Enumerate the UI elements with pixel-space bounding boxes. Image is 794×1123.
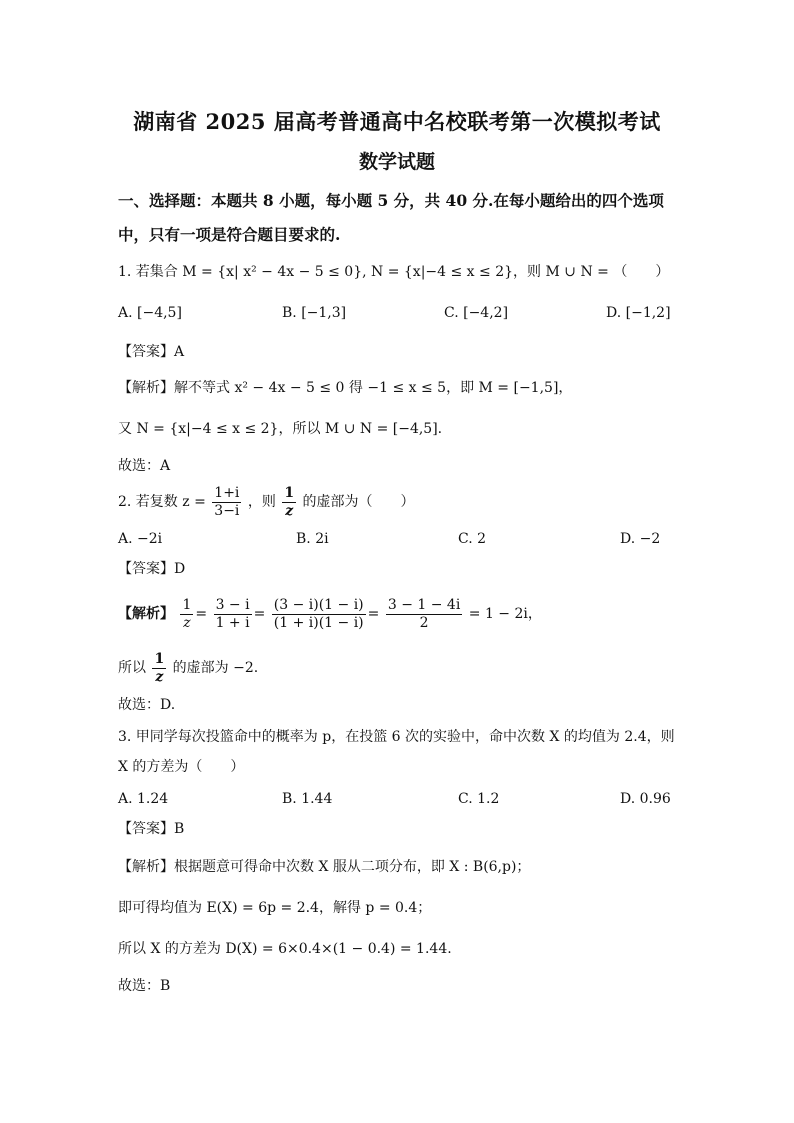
q1-option-a: A. [−4,5]: [118, 305, 182, 321]
page-title: 湖南省 2025 届高考普通高中名校联考第一次模拟考试: [133, 109, 661, 134]
q2-analysis-line2: [118, 648, 258, 688]
q1-option-b: B. [−1,3]: [282, 305, 347, 321]
q2-analysis-frac3: $\frac{(3 - i)(1 - i)}{(1 + i)(1 - i)}$: [273, 596, 364, 631]
q2-option-b: B. 2i: [296, 531, 329, 547]
q3-option-b: B. 1.44: [282, 791, 333, 807]
q2-analysis2-prefix: 所以: [118, 660, 146, 676]
q2-analysis2-suffix: 的虚部为 −2.: [172, 660, 259, 676]
q2-analysis-frac2: $\frac{3 - i}{1 + i}$: [215, 596, 250, 631]
q1-stem: 1. 若集合 M = {x| x² − 4x − 5 ≤ 0}, N = {x|−4 ≤ x ≤ 2}，则 M ∪ N = （ ）: [118, 264, 670, 280]
q3-option-a: A. 1.24: [118, 791, 169, 807]
page-subtitle: 数学试题: [358, 151, 435, 173]
q2-stem-fraction-2: $\frac{1}{z}$: [284, 484, 295, 519]
q2-stem-prefix: 2. 若复数 z =: [118, 494, 206, 510]
section-heading-line1: 一、选择题：本题共 8 小题，每小题 5 分，共 40 分.在每小题给出的四个选项: [118, 191, 664, 210]
q2-analysis-label: 【解析】: [118, 606, 174, 622]
q1-answer: 【答案】A: [118, 344, 185, 360]
q2-stem-mid: ，则: [247, 494, 276, 510]
q3-analysis-line1: 【解析】根据题意可得命中次数 X 服从二项分布，即 X : B(6,p)；: [118, 859, 531, 875]
q2-analysis-frac4: $\frac{3 - 1 - 4i}{2}$: [387, 596, 461, 631]
q2-analysis-line1: 【解析】 $\frac{1}{z}$ = $\frac{3 - i}{1 + i}$ = $\frac{(3 - i)(1 - i)}{(1 + i)(1 - i)}$ = $\frac{3 - 1 - 4i}{2}$ = 1 − 2i，: [118, 596, 542, 631]
q2-answer: 【答案】D: [118, 561, 186, 577]
q2-conclusion: 故选：D.: [118, 697, 176, 713]
q2-option-c: C. 2: [458, 531, 487, 547]
q2-analysis-frac1: $\frac{1}{z}$: [182, 596, 192, 631]
q1-conclusion: 故选：A: [118, 458, 171, 474]
q3-answer: 【答案】B: [118, 821, 185, 837]
q3-option-d: D. 0.96: [620, 791, 671, 807]
q1-option-d: D. [−1,2]: [606, 305, 671, 321]
q2-option-d: D. −2: [620, 531, 661, 547]
q2-stem: [118, 484, 415, 520]
section-heading-line2: 中，只有一项是符合题目要求的.: [118, 225, 341, 244]
q1-analysis-line2: 又 N = {x|−4 ≤ x ≤ 2}，所以 M ∪ N = [−4,5].: [118, 421, 443, 437]
q3-option-c: C. 1.2: [458, 791, 500, 807]
q3-stem-line2: X 的方差为（ ）: [118, 759, 245, 775]
q3-stem-line1: 3. 甲同学每次投篮命中的概率为 p，在投篮 6 次的实验中，命中次数 X 的均值为 2.4，则: [118, 729, 675, 745]
q2-option-a: A. −2i: [118, 531, 163, 547]
q2-analysis2-frac: $\frac{1}{z}$: [154, 650, 165, 685]
q3-analysis-line2: 即可得均值为 E(X) = 6p = 2.4，解得 p = 0.4；: [118, 900, 432, 916]
q3-analysis-line3: 所以 X 的方差为 D(X) = 6×0.4×(1 − 0.4) = 1.44.: [118, 941, 452, 957]
q2-stem-fraction: $\frac{1+i}{3-i}$: [214, 484, 240, 519]
q1-analysis-line1: 【解析】解不等式 x² − 4x − 5 ≤ 0 得 −1 ≤ x ≤ 5，即 M = [−1,5]，: [118, 380, 573, 396]
q3-conclusion: 故选：B: [118, 978, 171, 994]
q2-stem-suffix: 的虚部为（ ）: [302, 494, 415, 510]
q2-analysis-tail: = 1 − 2i，: [468, 606, 542, 622]
q1-option-c: C. [−4,2]: [444, 305, 509, 321]
